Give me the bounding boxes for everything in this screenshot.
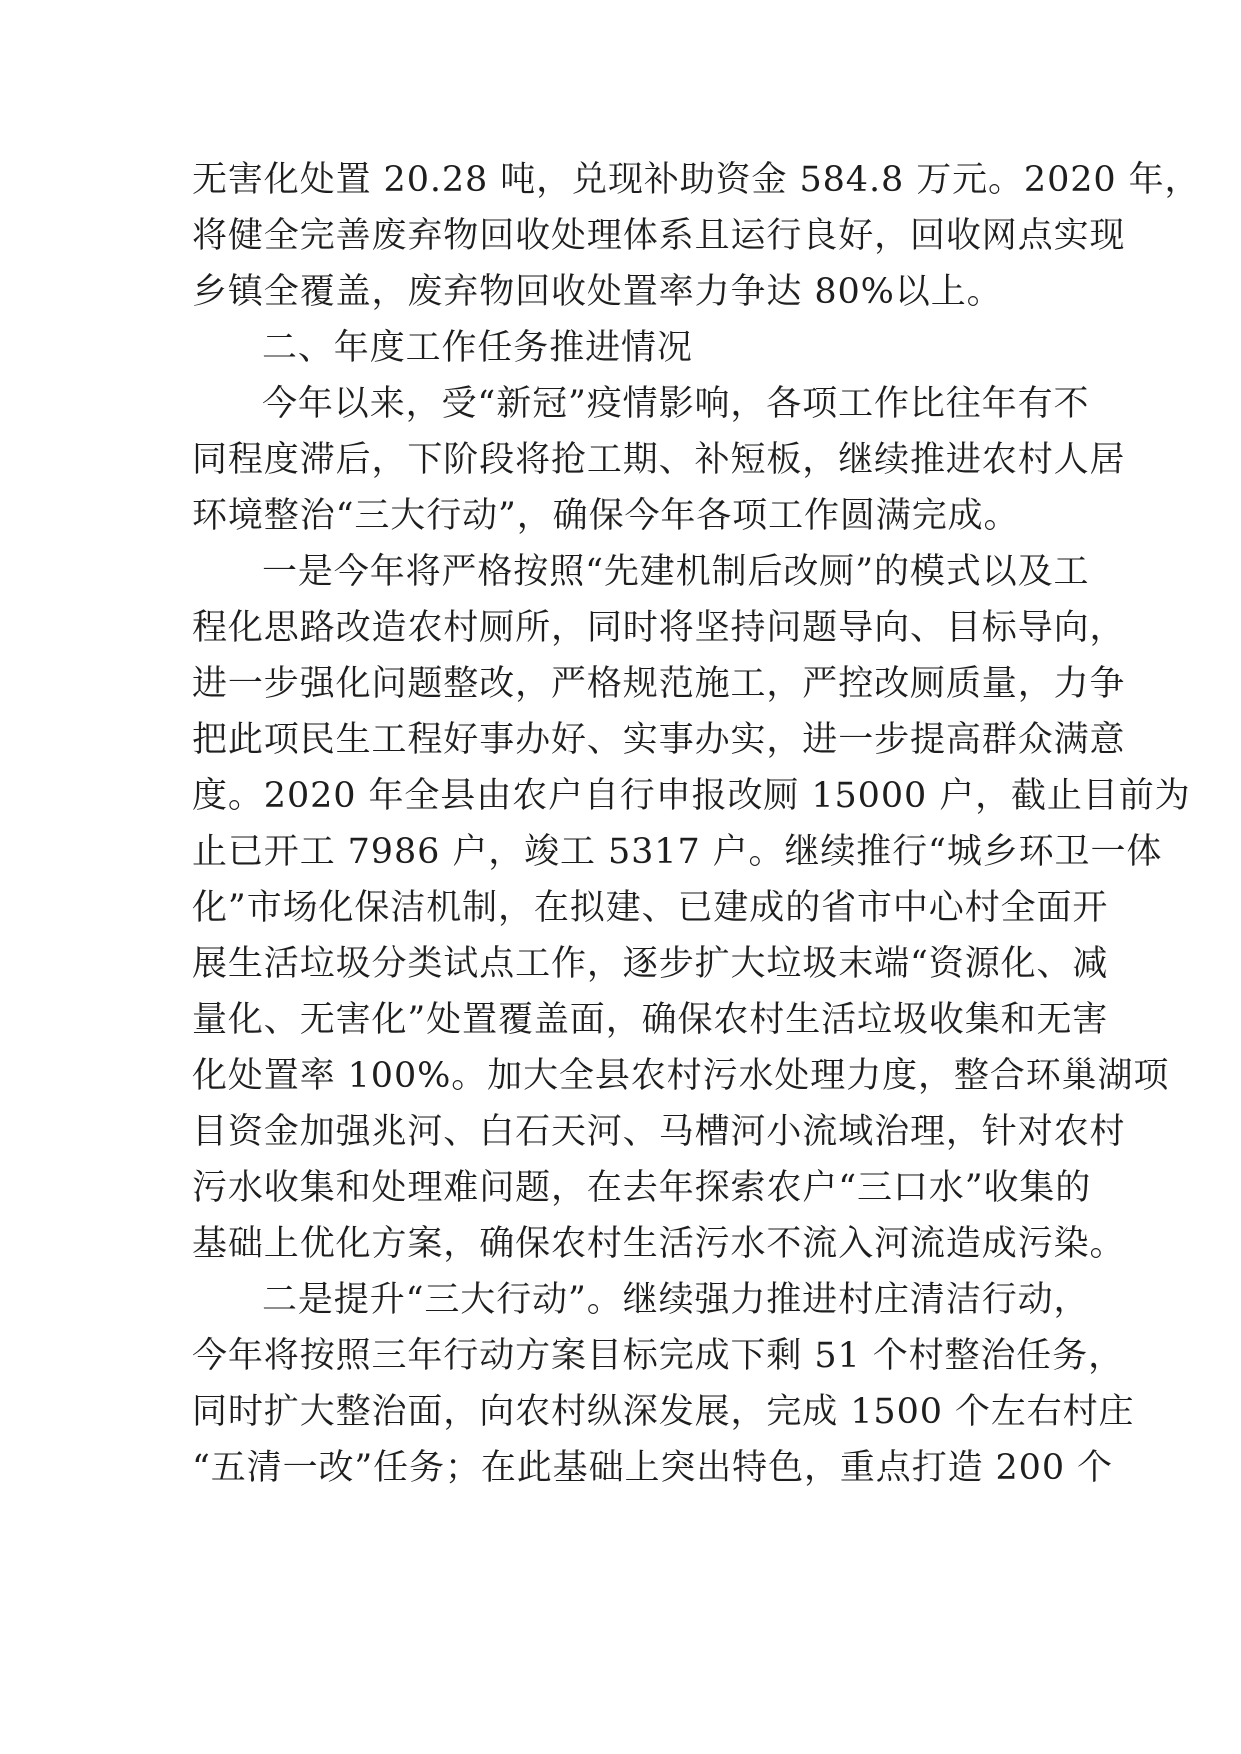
text-line: 程化思路改造农村厕所，同时将坚持问题导向、目标导向，	[192, 608, 1126, 648]
paragraph-first-line: 今年以来，受“新冠”疫情影响，各项工作比往年有不	[262, 384, 1090, 424]
text-line: 将健全完善废弃物回收处理体系且运行良好，回收网点实现	[192, 216, 1126, 256]
text-line: 乡镇全覆盖，废弃物回收处置率力争达 80%以上。	[192, 272, 1003, 312]
text-line: 展生活垃圾分类试点工作，逐步扩大垃圾末端“资源化、减	[192, 944, 1109, 984]
text-line: 把此项民生工程好事办好、实事办实，进一步提高群众满意	[192, 720, 1126, 760]
text-line: “五清一改”任务；在此基础上突出特色，重点打造 200 个	[192, 1448, 1113, 1488]
paragraph-first-line: 二是提升“三大行动”。继续强力推进村庄清洁行动，	[262, 1280, 1090, 1320]
text-line: 度。2020 年全县由农户自行申报改厕 15000 户，截止目前为	[192, 776, 1191, 816]
text-line: 同程度滞后，下阶段将抢工期、补短板，继续推进农村人居	[192, 440, 1126, 480]
text-line: 进一步强化问题整改，严格规范施工，严控改厕质量，力争	[192, 664, 1126, 704]
section-heading: 二、年度工作任务推进情况	[262, 328, 693, 368]
text-line: 污水收集和处理难问题，在去年探索农户“三口水”收集的	[192, 1168, 1092, 1208]
text-line: 无害化处置 20.28 吨，兑现补助资金 584.8 万元。2020 年，	[192, 160, 1201, 200]
text-line: 止已开工 7986 户，竣工 5317 户。继续推行“城乡环卫一体	[192, 832, 1163, 872]
text-line: 同时扩大整治面，向农村纵深发展，完成 1500 个左右村庄	[192, 1392, 1135, 1432]
text-line: 化”市场化保洁机制，在拟建、已建成的省市中心村全面开	[192, 888, 1109, 928]
paragraph-first-line: 一是今年将严格按照“先建机制后改厕”的模式以及工	[262, 552, 1090, 592]
text-line: 今年将按照三年行动方案目标完成下剩 51 个村整治任务，	[192, 1336, 1124, 1376]
text-line: 化处置率 100%。加大全县农村污水处理力度，整合环巢湖项	[192, 1056, 1170, 1096]
text-line: 基础上优化方案，确保农村生活污水不流入河流造成污染。	[192, 1224, 1126, 1264]
text-line: 环境整治“三大行动”，确保今年各项工作圆满完成。	[192, 496, 1020, 536]
text-line: 目资金加强兆河、白石天河、马槽河小流域治理，针对农村	[192, 1112, 1126, 1152]
text-line: 量化、无害化”处置覆盖面，确保农村生活垃圾收集和无害	[192, 1000, 1109, 1040]
